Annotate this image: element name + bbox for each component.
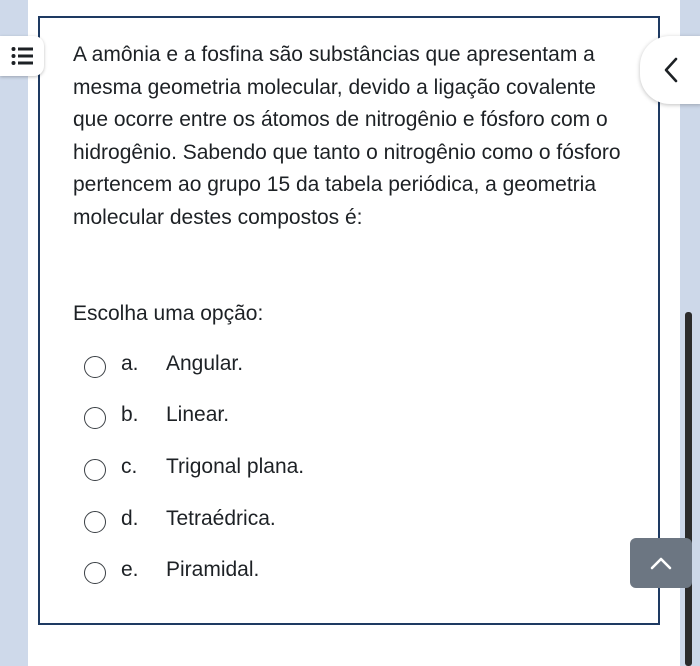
option-letter: b. [121,403,139,426]
back-to-top-button[interactable] [630,538,692,588]
option-letter: a. [121,352,139,375]
option-label: Trigonal plana. [166,455,305,478]
left-sidebar-strip [0,0,28,666]
radio-button[interactable] [84,356,106,378]
option-letter: d. [121,507,139,530]
option-a[interactable] [84,344,384,384]
option-d[interactable] [84,499,384,539]
chevron-left-icon [663,57,679,83]
radio-button[interactable] [84,459,106,481]
option-letter: c. [121,455,138,478]
chevron-up-icon [650,556,672,570]
radio-button[interactable] [84,562,106,584]
option-e[interactable] [84,550,384,590]
prev-nav-button[interactable] [640,36,700,104]
option-b[interactable] [84,395,384,435]
radio-button[interactable] [84,511,106,533]
radio-button[interactable] [84,407,106,429]
list-icon [11,46,33,66]
option-label: Tetraédrica. [166,507,276,530]
option-label: Linear. [166,403,230,426]
option-letter: e. [121,558,139,581]
page-scrollbar[interactable] [685,312,692,666]
choose-option-label: Escolha uma opção: [73,302,264,325]
option-label: Piramidal. [166,558,260,581]
option-c[interactable] [84,447,384,487]
question-text: A amônia e a fosfina são substâncias que apresentam a mesma geometria molecular, devido a ligação covalente que ocorre entre os átomos de nitrogênio e fósforo com o hidrogênio. Sabendo que tanto o nitrogênio como o fósforo pertencem ao grupo 15 da tabela periódica, a geometria molecular destes compostos é: [73,43,621,229]
course-index-button[interactable] [0,36,44,76]
option-label: Angular. [166,352,244,375]
